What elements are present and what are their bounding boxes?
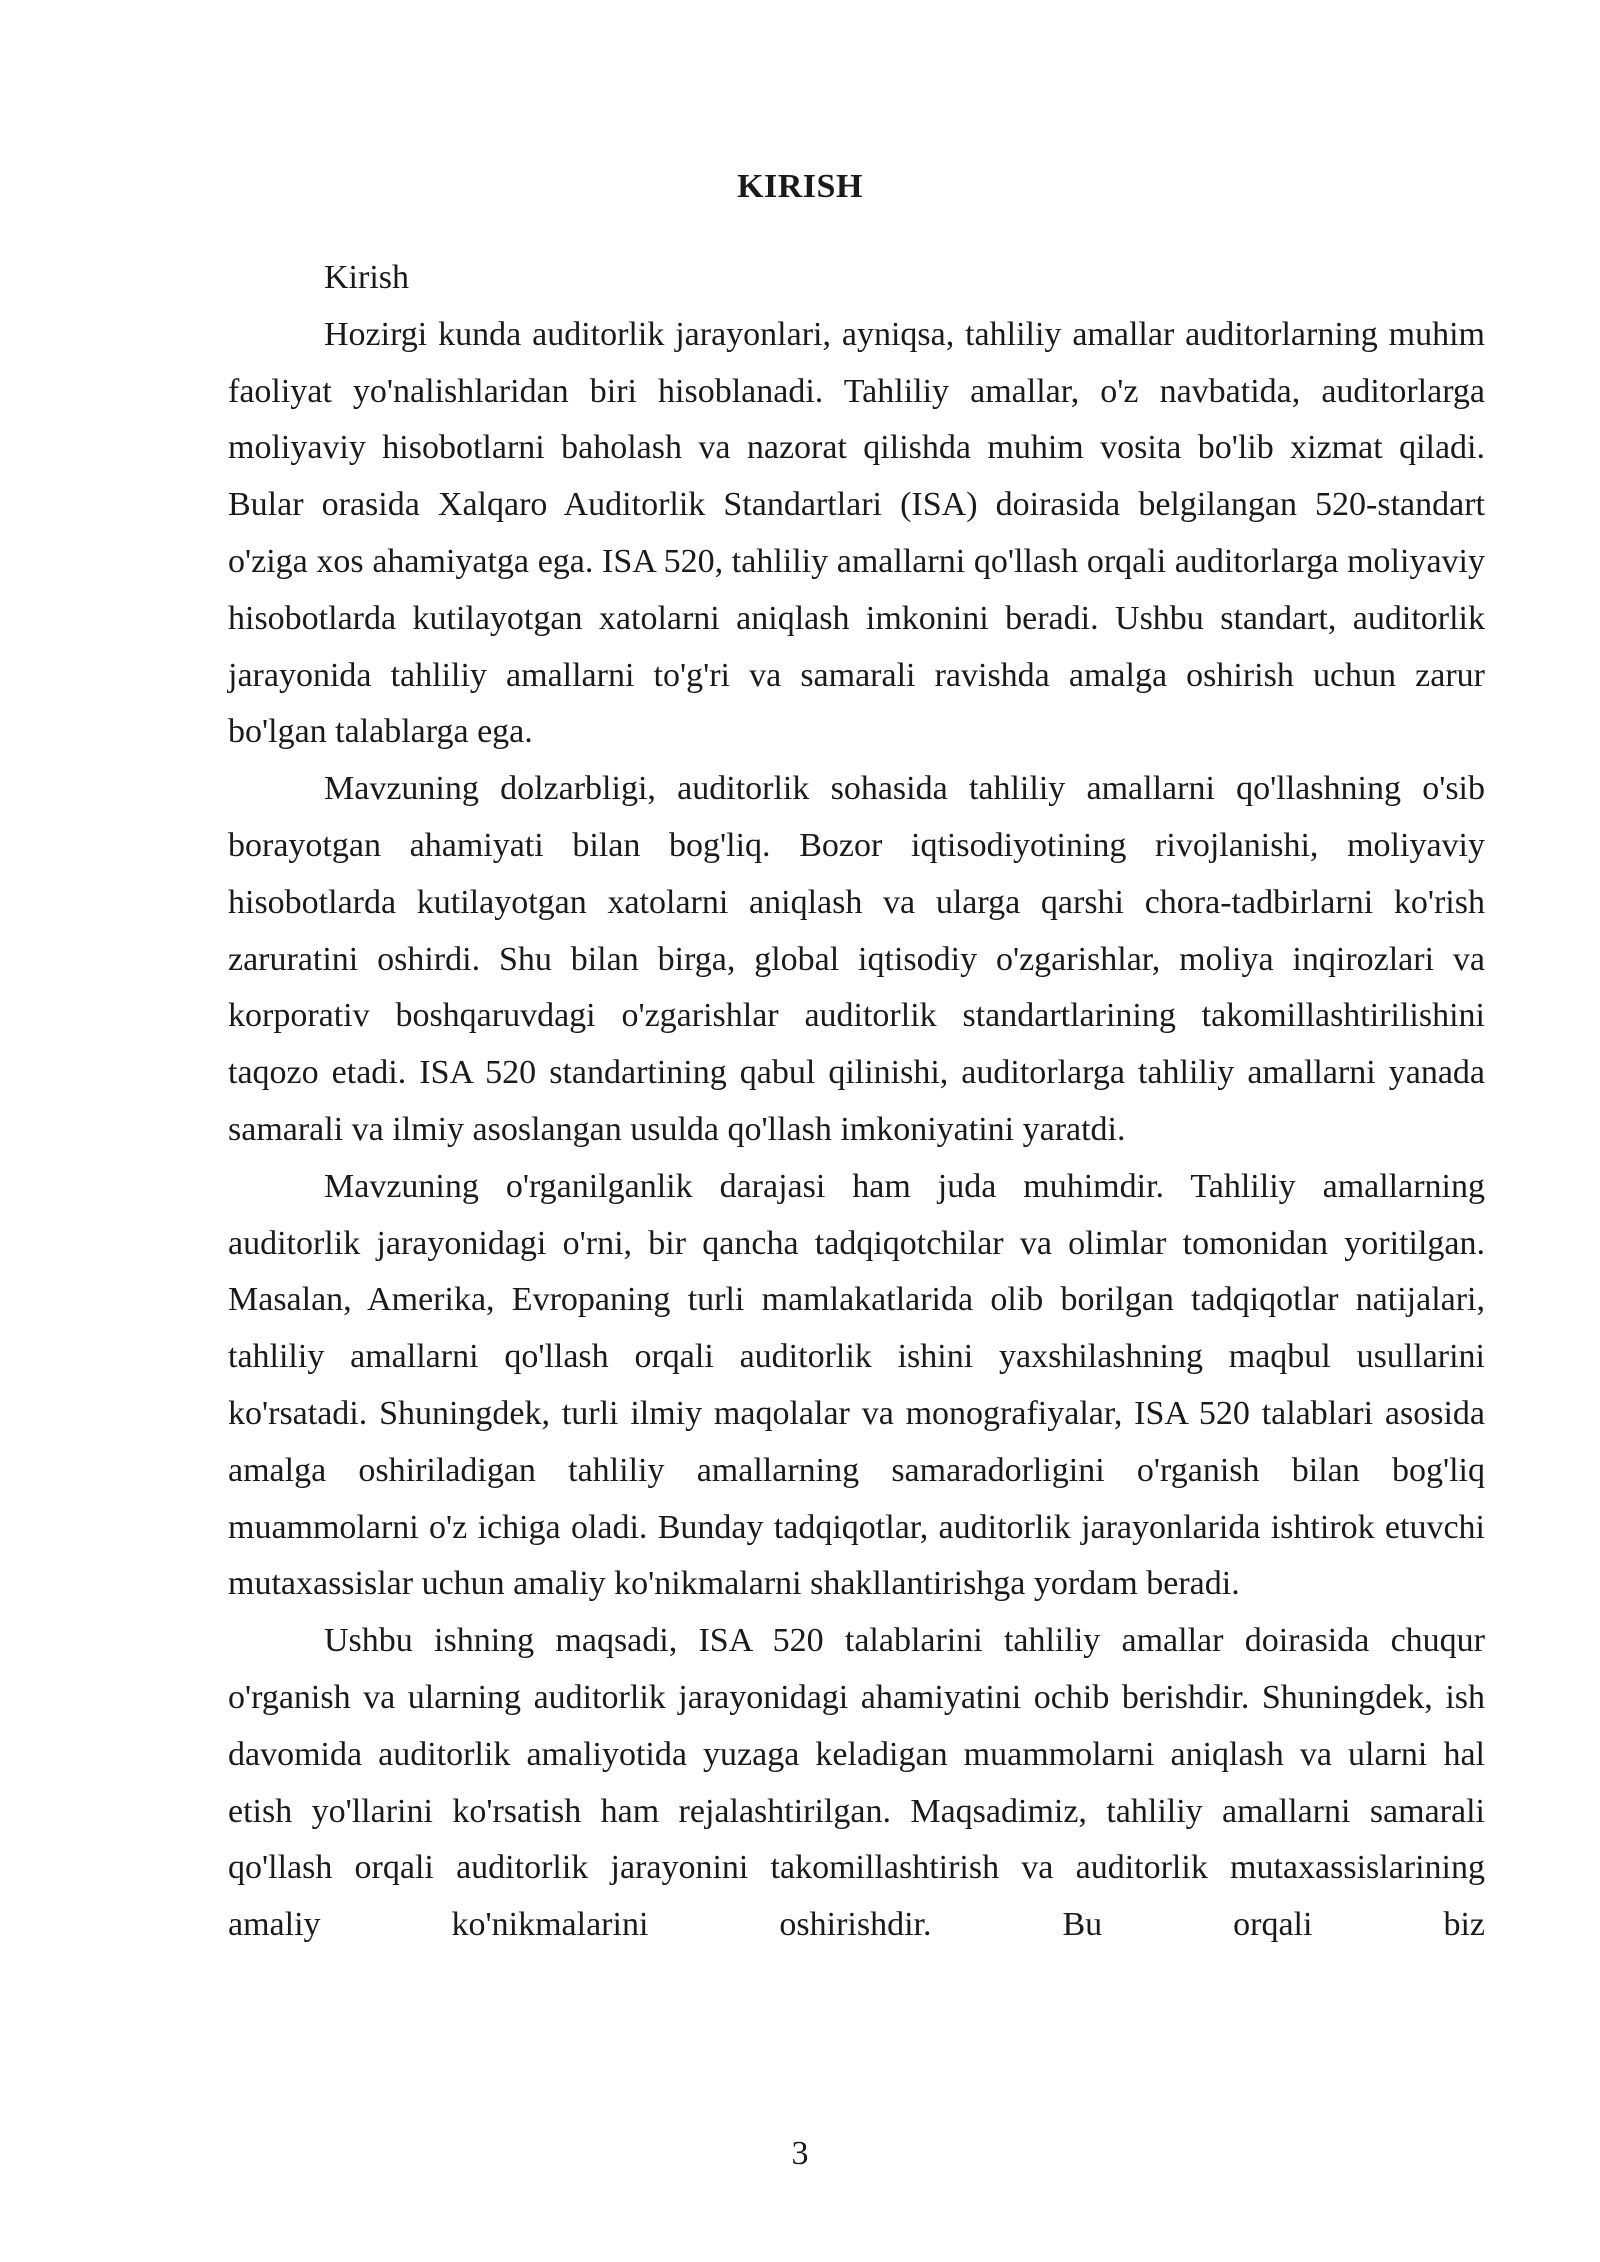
section-subheading: Kirish (324, 259, 409, 296)
page-number: 3 (791, 2135, 809, 2172)
paragraph-relevance: Mavzuning dolzarbligi, auditorlik sohasida tahliliy amallarni qo'llashning o'sib borayotgan ahamiyati bilan bog'liq. Bozor iqtisodiyotining rivojlanishi, moliyaviy hisobotlarda kutilayotgan xatolarni aniqlash va ularga qarshi chora-tadbirlarni ko'rish zaruratini oshirdi. Shu bilan birga, global iqtisodiy o'zgarishlar, moliya inqirozlari va korporativ boshqaruvdagi o'zgarishlar auditorlik standartlarining takomillashtirilishini taqozo etadi. ISA 520 standartining qabul qilinishi, auditorlarga tahliliy amallarni yanada samarali va ilmiy asoslangan usulda qo'llash imkoniyatini yaratdi. (228, 770, 1485, 1148)
paragraph-introduction: Hozirgi kunda auditorlik jarayonlari, ayniqsa, tahliliy amallar auditorlarning muhim faoliyat yo'nalishlaridan biri hisoblanadi. Tahliliy amallar, o'z navbatida, auditorlarga moliyaviy hisobotlarni baholash va nazorat qilishda muhim vosita bo'lib xizmat qiladi. Bular orasida Xalqaro Auditorlik Standartlari (ISA) doirasida belgilangan 520-standart o'ziga xos ahamiyatga ega. ISA 520, tahliliy amallarni qo'llash orqali auditorlarga moliyaviy hisobotlarda kutilayotgan xatolarni aniqlash imkonini beradi. Ushbu standart, auditorlik jarayonida tahliliy amallarni to'g'ri va samarali ravishda amalga oshirish uchun zarur bo'lgan talablarga ega. (228, 315, 1485, 751)
document-body (228, 250, 1485, 1954)
page-title: KIRISH (737, 168, 863, 205)
paragraph-objective: Ushbu ishning maqsadi, ISA 520 talablarini tahliliy amallar doirasida chuqur o'rganish va ularning auditorlik jarayonidagi ahamiyatini ochib berishdir. Shuningdek, ish davomida auditorlik amaliyotida yuzaga keladigan muammolarni aniqlash va ularni hal etish yo'llarini ko'rsatish ham rejalashtirilgan. Maqsadimiz, tahliliy amallarni samarali qo'llash orqali auditorlik jarayonini takomillashtirish va auditorlik mutaxassislarining amaliy ko'nikmalarini oshirishdir. Bu orqali biz (228, 1622, 1485, 1944)
paragraph-literature-review: Mavzuning o'rganilganlik darajasi ham juda muhimdir. Tahliliy amallarning auditorlik jarayonidagi o'rni, bir qancha tadqiqotchilar va olimlar tomonidan yoritilgan. Masalan, Amerika, Evropaning turli mamlakatlarida olib borilgan tadqiqotlar natijalari, tahliliy amallarni qo'llash orqali auditorlik ishini yaxshilashning maqbul usullarini ko'rsatadi. Shuningdek, turli ilmiy maqolalar va monografiyalar, ISA 520 talablari asosida amalga oshiriladigan tahliliy amallarning samaradorligini o'rganish bilan bog'liq muammolarni o'z ichiga oladi. Bunday tadqiqotlar, auditorlik jarayonlarida ishtirok etuvchi mutaxassislar uchun amaliy ko'nikmalarni shakllantirishga yordam beradi. (228, 1167, 1485, 1603)
